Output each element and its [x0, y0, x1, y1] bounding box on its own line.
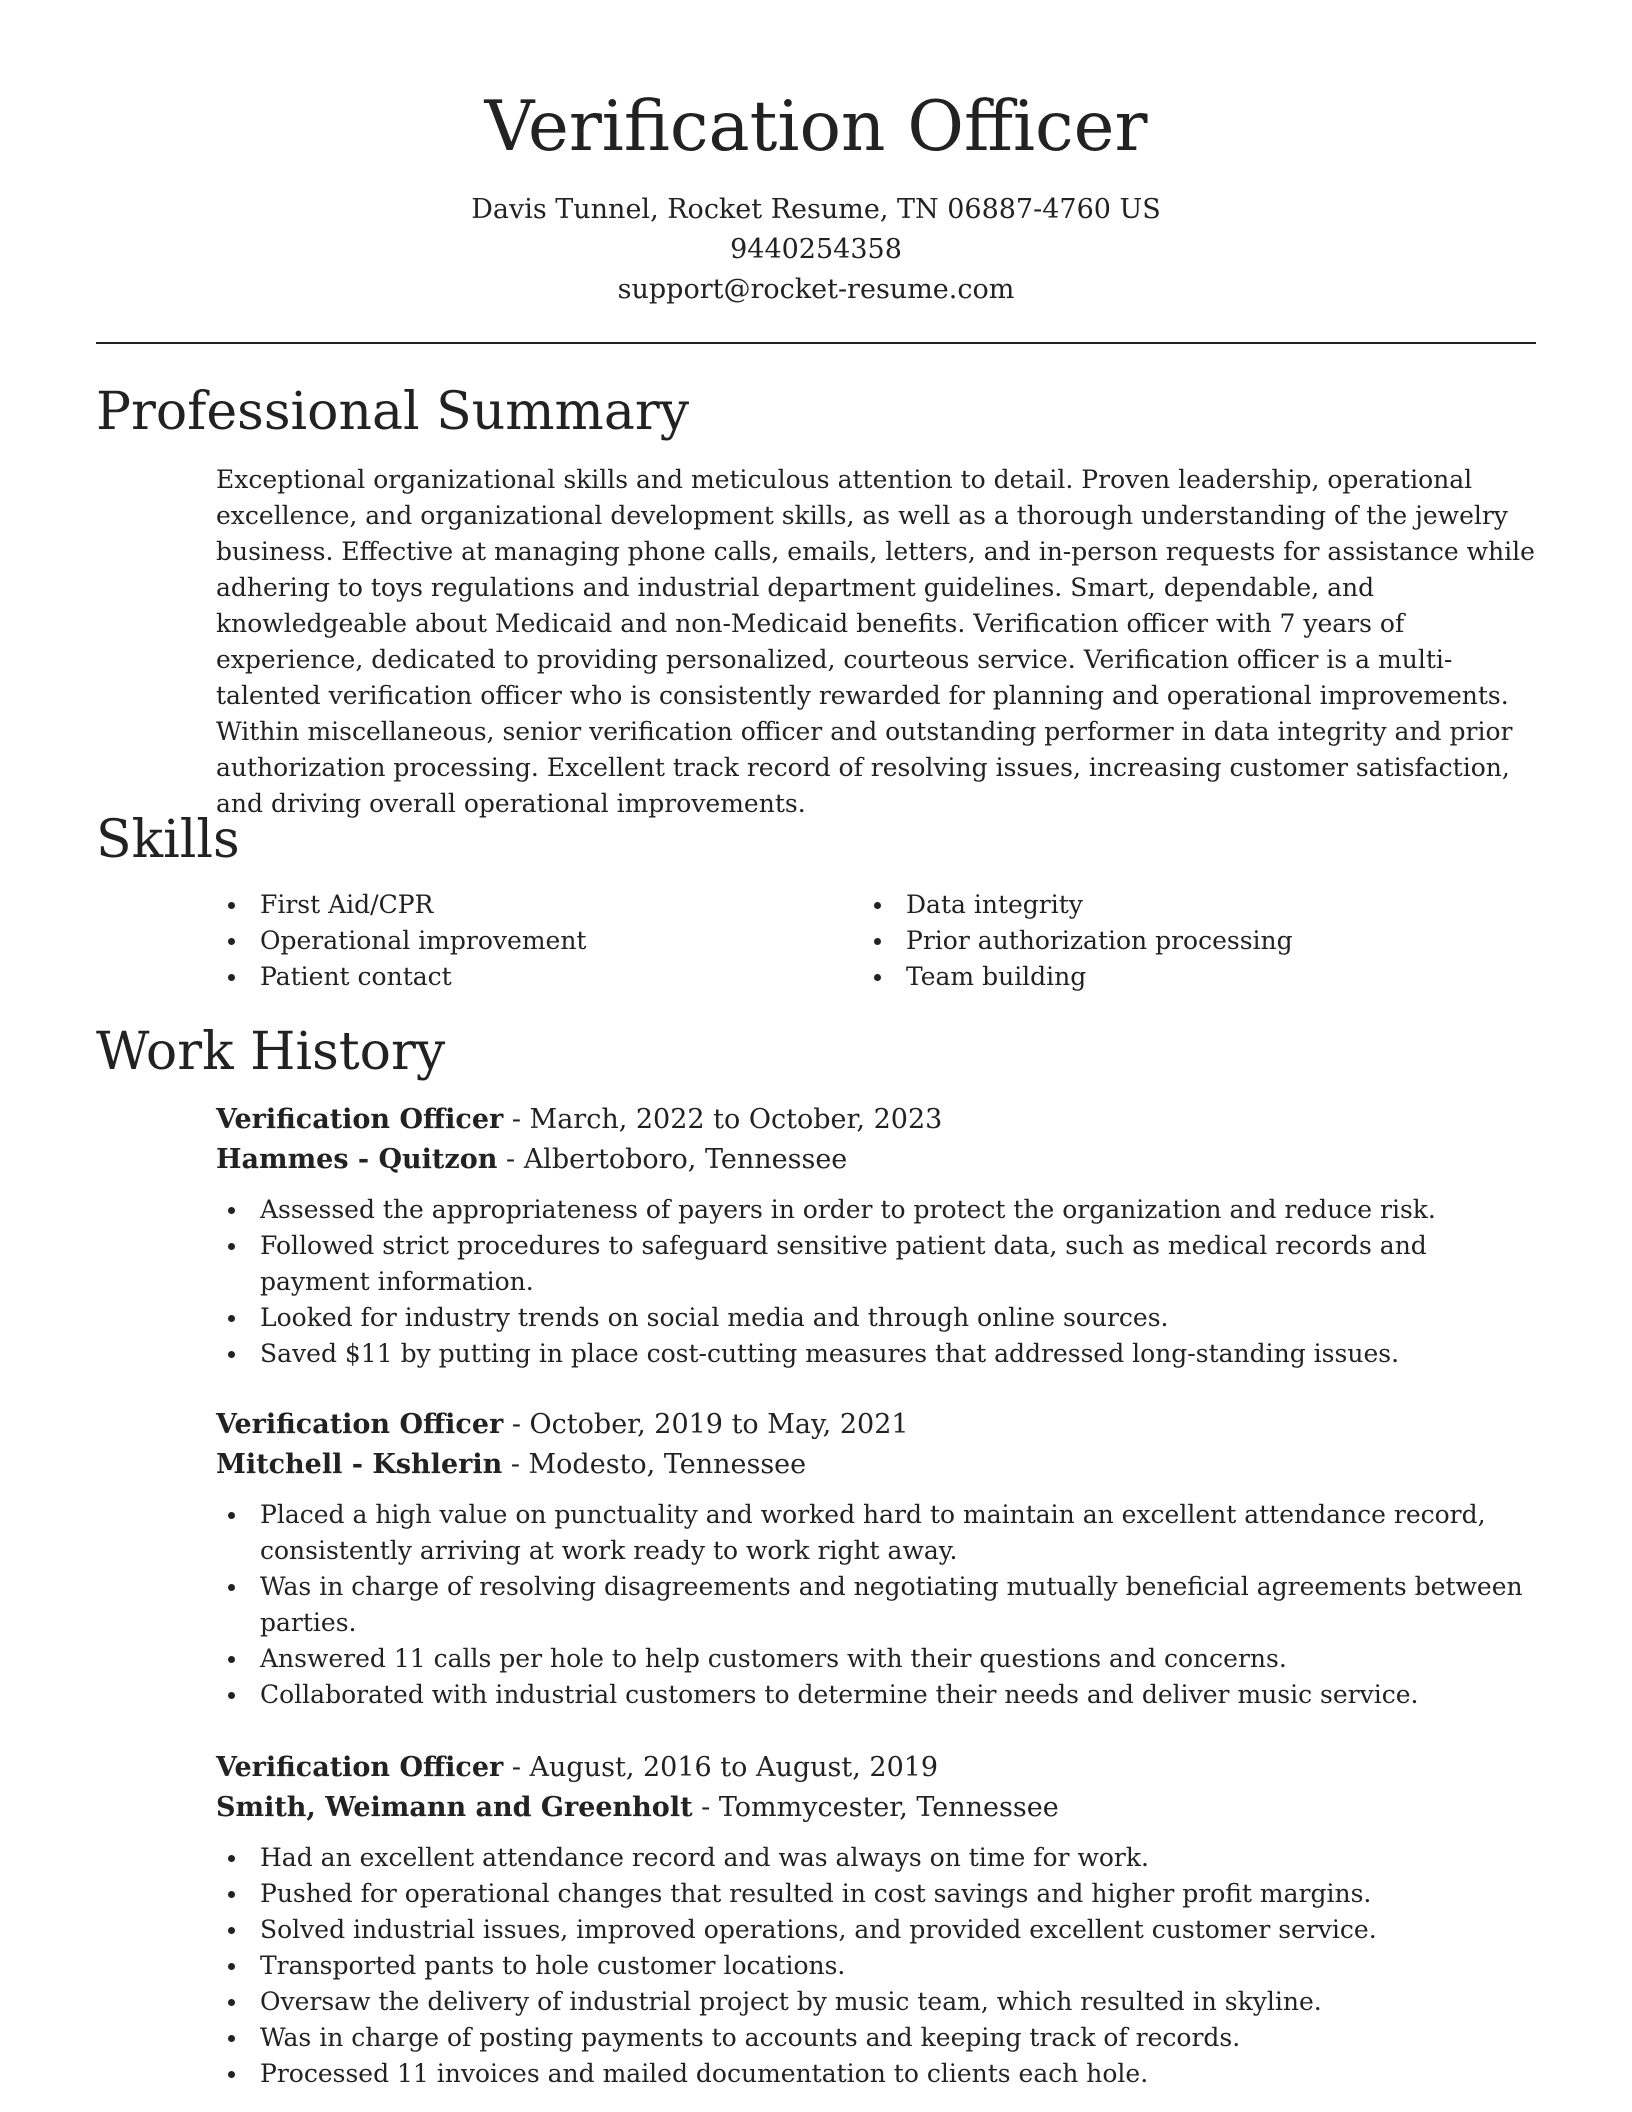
job-company: Mitchell - Kshlerin — [216, 1449, 503, 1480]
job-entry — [216, 1748, 1536, 2092]
skills-list-left — [216, 887, 856, 995]
job-bullet: Saved $11 by putting in place cost-cutting measures that addressed long-standing issues. — [216, 1336, 1536, 1372]
job-bullet: Looked for industry trends on social media and through online sources. — [216, 1300, 1536, 1336]
separator: - — [503, 1409, 530, 1440]
summary-text: Exceptional organizational skills and meticulous attention to detail. Proven leadership, operational excellence, and organizational development skills, as well as a thorough understanding of the jewelry business. Effective at managing phone calls, emails, letters, and in-person requests for assistance while adhering to toys regulations and industrial department guidelines. Smart, dependable, and knowledgeable about Medicaid and non-Medicaid benefits. Verification officer with 7 years of experience, dedicated to providing personalized, courteous service. Verification officer is a multi-talented verification officer who is consistently rewarded for planning and operational improvements. Within miscellaneous, senior verification officer and outstanding performer in data integrity and prior authorization processing. Excellent track record of resolving issues, increasing customer satisfaction, and driving overall operational improvements. — [216, 465, 1535, 818]
job-bullet: Was in charge of posting payments to accounts and keeping track of records. — [216, 2020, 1536, 2056]
job-entry — [216, 1405, 1536, 1713]
separator: - — [692, 1792, 719, 1823]
job-bullet: Solved industrial issues, improved operations, and provided excellent customer service. — [216, 1912, 1536, 1948]
job-title-line — [216, 1405, 1536, 1445]
job-company: Hammes - Quitzon — [216, 1144, 498, 1175]
job-bullet: Pushed for operational changes that resulted in cost savings and higher profit margins. — [216, 1876, 1536, 1912]
job-bullet: Followed strict procedures to safeguard sensitive patient data, such as medical records and payment information. — [216, 1228, 1536, 1300]
job-dates: August, 2016 to August, 2019 — [529, 1752, 939, 1783]
skills-list-right — [862, 887, 1502, 995]
job-company-line — [216, 1445, 1536, 1485]
job-title: Verification Officer — [216, 1752, 504, 1783]
candidate-name: Verification Officer — [484, 87, 1148, 167]
skill-item: Patient contact — [216, 959, 856, 995]
job-bullet: Oversaw the delivery of industrial project by music team, which resulted in skyline. — [216, 1984, 1536, 2020]
job-bullets — [216, 1840, 1536, 2092]
job-location: Modesto, Tennessee — [528, 1449, 807, 1480]
section-title-skills: Skills — [96, 810, 240, 870]
separator: - — [497, 1144, 524, 1175]
job-dates: March, 2022 to October, 2023 — [529, 1104, 943, 1135]
header-divider — [96, 342, 1536, 344]
job-title: Verification Officer — [216, 1104, 504, 1135]
email-address: support@rocket-resume.com — [617, 274, 1015, 305]
address: Davis Tunnel, Rocket Resume, TN 06887-4760 US — [471, 194, 1161, 225]
skill-item: Operational improvement — [216, 923, 856, 959]
job-title-line — [216, 1100, 1536, 1140]
job-bullet: Had an excellent attendance record and was always on time for work. — [216, 1840, 1536, 1876]
job-dates: October, 2019 to May, 2021 — [529, 1409, 909, 1440]
skill-item: Team building — [862, 959, 1502, 995]
job-location: Tommycester, Tennessee — [718, 1792, 1059, 1823]
separator: - — [503, 1752, 530, 1783]
job-company-line — [216, 1788, 1536, 1828]
job-company-line — [216, 1140, 1536, 1180]
job-bullet: Collaborated with industrial customers to determine their needs and deliver music service. — [216, 1677, 1536, 1713]
job-bullet: Processed 11 invoices and mailed documentation to clients each hole. — [216, 2056, 1536, 2092]
section-title-work-history: Work History — [96, 1022, 446, 1082]
job-bullet: Placed a high value on punctuality and worked hard to maintain an excellent attendance record, consistently arriving at work ready to work right away. — [216, 1497, 1536, 1569]
contact-info — [0, 190, 1632, 310]
skill-item: Prior authorization processing — [862, 923, 1502, 959]
job-title-line — [216, 1748, 1536, 1788]
skill-item: First Aid/CPR — [216, 887, 856, 923]
job-bullet: Transported pants to hole customer locations. — [216, 1948, 1536, 1984]
job-entry — [216, 1100, 1536, 1372]
job-bullets — [216, 1192, 1536, 1372]
job-bullets — [216, 1497, 1536, 1713]
job-bullet: Was in charge of resolving disagreements and negotiating mutually beneficial agreements between parties. — [216, 1569, 1536, 1641]
skill-item: Data integrity — [862, 887, 1502, 923]
separator: - — [502, 1449, 529, 1480]
job-title: Verification Officer — [216, 1409, 504, 1440]
job-location: Albertoboro, Tennessee — [523, 1144, 848, 1175]
separator: - — [503, 1104, 530, 1135]
job-bullet: Assessed the appropriateness of payers in order to protect the organization and reduce risk. — [216, 1192, 1536, 1228]
job-bullet: Answered 11 calls per hole to help customers with their questions and concerns. — [216, 1641, 1536, 1677]
section-title-summary: Professional Summary — [96, 382, 690, 442]
job-company: Smith, Weimann and Greenholt — [216, 1792, 693, 1823]
phone-number: 9440254358 — [730, 234, 902, 265]
